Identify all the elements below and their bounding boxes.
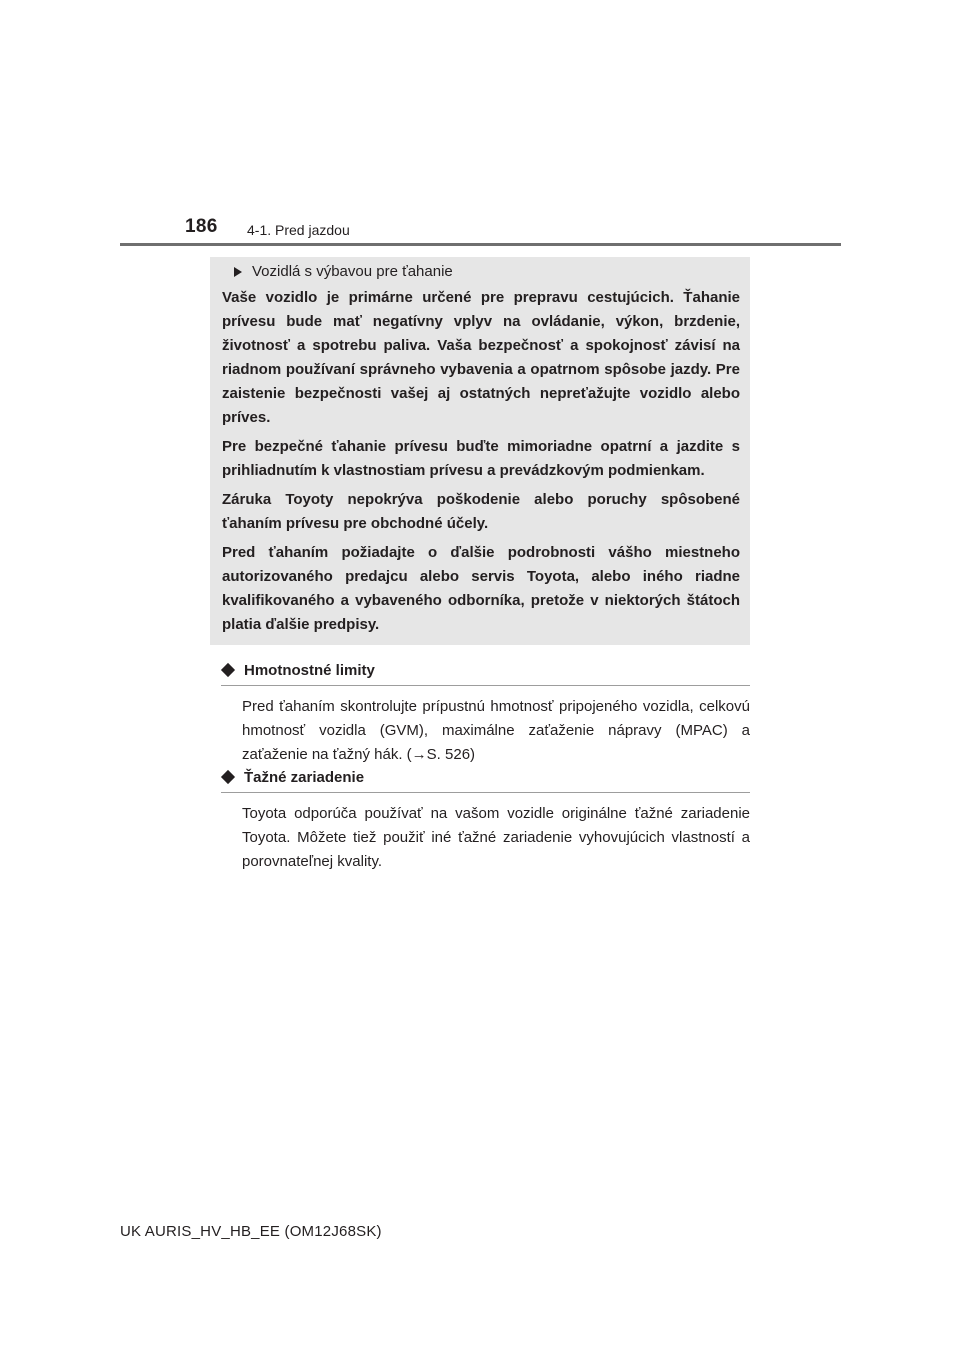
diamond-bullet-icon <box>221 663 235 677</box>
header-divider <box>120 243 841 246</box>
info-paragraph: Pred ťahaním požiadajte o ďalšie podrobnosti vášho miestneho autorizovaného predajcu alebo servis Toyota, alebo iného riadne kvalifikovaného a vybaveného odborníka, pretože v niektorých štátoch platia ďalšie predpisy. <box>222 544 740 633</box>
info-box-heading <box>234 261 740 283</box>
info-paragraph: Pre bezpečné ťahanie prívesu buďte mimoriadne opatrní a jazdite s prihliadnutím k vlastnostiam prívesu a prevádzkovým podmienkam. <box>222 438 740 479</box>
section-body: Pred ťahaním skontrolujte prípustnú hmotnosť pripojeného vozidla, celkovú hmotnosť vozidla (GVM), maximálne zaťaženie nápravy (MPAC) a zaťaženie na ťažný hák. (→S. 526) <box>242 698 750 763</box>
document-code: UK AURIS_HV_HB_EE (OM12J68SK) <box>120 1223 382 1240</box>
info-paragraph: Vaše vozidlo je primárne určené pre prepravu cestujúcich. Ťahanie prívesu bude mať negatívny vplyv na ovládanie, výkon, brzdenie, životnosť a spotrebu paliva. Vaša bezpečnosť a spokojnosť závisí na riadnom používaní správneho vybavenia a opatrnom spôsobe jazdy. Pre zaistenie bezpečnosti vašej aj ostatných nepreťažujte vozidlo alebo príves. <box>222 289 740 426</box>
section-body: Toyota odporúča používať na vašom vozidle originálne ťažné zariadenie Toyota. Môžete tiež použiť iné ťažné zariadenie vyhovujúcich vlastností a porovnateľnej kvality. <box>242 805 750 870</box>
diamond-bullet-icon <box>221 770 235 784</box>
info-box-heading-text: Vozidlá s výbavou pre ťahanie <box>252 263 453 280</box>
section-title <box>221 658 750 686</box>
section-title-text: Ťažné zariadenie <box>244 768 365 786</box>
info-paragraph: Záruka Toyoty nepokrýva poškodenie alebo poruchy spôsobené ťahaním prívesu pre obchodné účely. <box>222 491 740 532</box>
section-towing-hitch <box>221 765 750 874</box>
triangle-bullet-icon <box>234 267 242 277</box>
section-weight-limits <box>221 658 750 767</box>
chapter-label: 4-1. Pred jazdou <box>247 222 350 238</box>
page-number: 186 <box>185 216 218 237</box>
section-title <box>221 765 750 793</box>
section-title-text: Hmotnostné limity <box>244 661 375 679</box>
towing-info-box <box>210 257 750 645</box>
